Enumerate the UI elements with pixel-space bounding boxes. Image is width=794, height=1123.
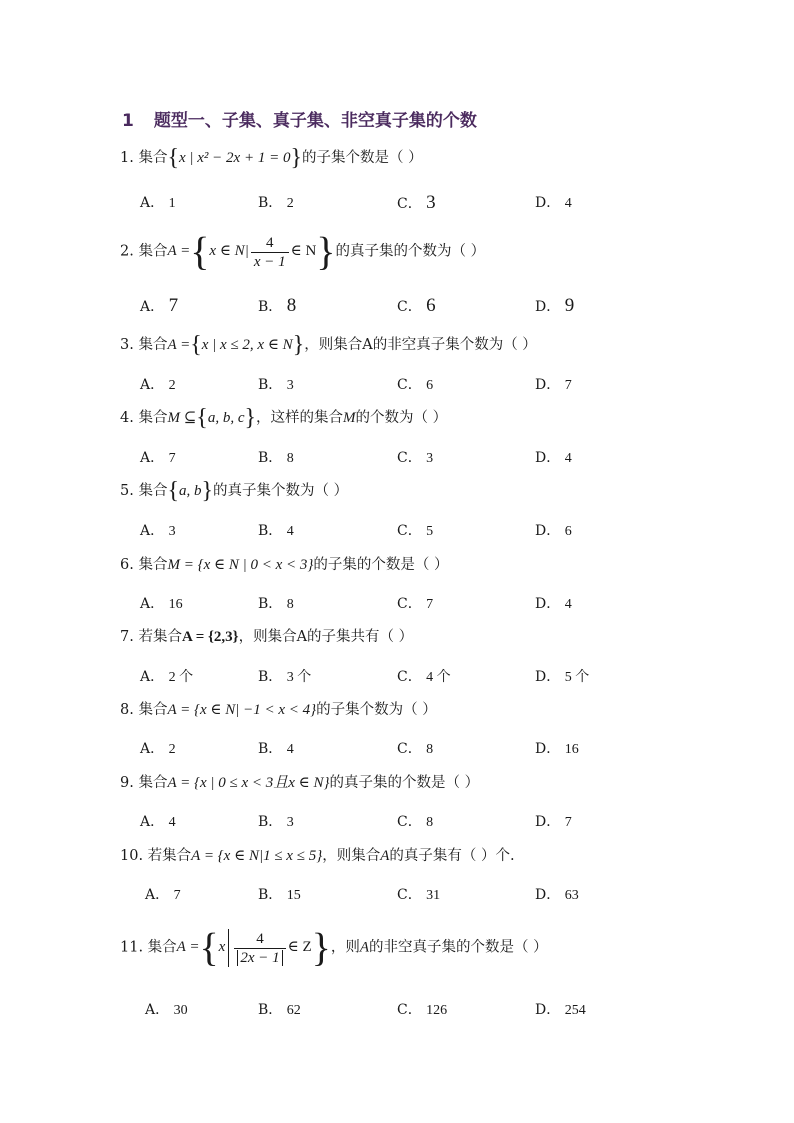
option-d[interactable]: D． 4	[535, 596, 572, 612]
option-c[interactable]: C． 6	[397, 295, 436, 316]
option-a[interactable]: A． 7	[140, 450, 176, 466]
options-2	[140, 295, 620, 315]
option-b[interactable]: B． 2	[258, 195, 294, 211]
question-8: 8. 集合A = {x ∈ N| −1 < x < 4}的子集个数为（ ）	[120, 702, 437, 718]
option-d[interactable]: D． 9	[535, 295, 575, 316]
option-a[interactable]: A． 1	[140, 195, 176, 211]
option-d[interactable]: D． 6	[535, 523, 572, 539]
options-9	[140, 811, 620, 831]
option-c[interactable]: C． 7	[397, 596, 434, 612]
option-c[interactable]: C． 8	[397, 814, 434, 830]
option-d[interactable]: D． 254	[535, 1002, 586, 1018]
option-a[interactable]: A． 30	[145, 1002, 188, 1018]
option-b[interactable]: B． 8	[258, 450, 294, 466]
option-d[interactable]: D． 16	[535, 741, 579, 757]
set-divider	[228, 929, 229, 967]
options-1	[140, 192, 620, 212]
option-d[interactable]: D． 4	[535, 450, 572, 466]
question-4: 4. 集合M ⊆{a, b, c}，这样的集合M的个数为（ ）	[120, 405, 448, 431]
question-9: 9. 集合A = {x | 0 ≤ x < 3且x ∈ N}的真子集的个数是（ ）	[120, 775, 480, 791]
option-b[interactable]: B． 3 个	[258, 669, 312, 685]
section-heading	[122, 106, 477, 131]
options-6	[140, 593, 620, 613]
question-6: 6. 集合M = {x ∈ N | 0 < x < 3}的子集的个数是（ ）	[120, 557, 449, 573]
option-d[interactable]: D． 63	[535, 887, 579, 903]
option-b[interactable]: B． 15	[258, 887, 301, 903]
option-a[interactable]: A． 3	[140, 523, 176, 539]
option-b[interactable]: B． 3	[258, 814, 294, 830]
option-c[interactable]: C． 126	[397, 1002, 448, 1018]
option-c[interactable]: C． 6	[397, 377, 434, 393]
option-c[interactable]: C． 4 个	[397, 669, 451, 685]
option-d[interactable]: D． 7	[535, 814, 572, 830]
option-b[interactable]: B． 8	[258, 295, 297, 316]
option-b[interactable]: B． 62	[258, 1002, 301, 1018]
question-3: 3. 集合A ={x | x ≤ 2, x ∈ N}，则集合A的非空真子集个数为（ ）	[120, 332, 537, 358]
option-d[interactable]: D． 4	[535, 195, 572, 211]
option-c[interactable]: C． 3	[397, 450, 434, 466]
option-a[interactable]: A． 2	[140, 377, 176, 393]
option-a[interactable]: A． 2	[140, 741, 176, 757]
section-number: 1	[122, 111, 134, 131]
option-c[interactable]: C． 8	[397, 741, 434, 757]
option-b[interactable]: B． 4	[258, 741, 294, 757]
fraction: $\frac{4}{x - 1}$	[251, 234, 289, 271]
options-8	[140, 738, 620, 758]
option-a[interactable]: A． 2 个	[140, 669, 194, 685]
question-5: 5. 集合{a, b}的真子集个数为（ ）	[120, 478, 349, 504]
option-c[interactable]: C． 3	[397, 192, 436, 213]
question-2: 2. 集合A ={x ∈ N| $\frac{4}{x - 1}$ ∈ N}的真子集的个数为（ ）	[120, 229, 486, 274]
option-d[interactable]: D． 5 个	[535, 669, 590, 685]
option-a[interactable]: A． 7	[145, 887, 181, 903]
section-title: 题型一、子集、真子集、非空真子集的个数	[153, 111, 477, 131]
option-b[interactable]: B． 8	[258, 596, 294, 612]
question-11: 11. 集合A ={x $\frac{4}{2x - 1}$ ∈ Z}，则A的非空真子集的个数是（ ）	[120, 925, 548, 970]
option-c[interactable]: C． 31	[397, 887, 441, 903]
option-a[interactable]: A． 7	[140, 295, 179, 316]
options-11	[145, 999, 625, 1019]
fraction: $\frac{4}{2x - 1}$	[234, 930, 285, 967]
option-d[interactable]: D． 7	[535, 377, 572, 393]
options-5	[140, 520, 620, 540]
options-4	[140, 447, 620, 467]
question-10: 10. 若集合A = {x ∈ N|1 ≤ x ≤ 5}，则集合A的真子集有（ ）个.	[120, 848, 515, 864]
option-b[interactable]: B． 4	[258, 523, 294, 539]
options-7	[140, 666, 620, 686]
option-b[interactable]: B． 3	[258, 377, 294, 393]
option-c[interactable]: C． 5	[397, 523, 434, 539]
options-3	[140, 374, 620, 394]
option-a[interactable]: A． 16	[140, 596, 183, 612]
question-1: 1. 集合{x | x² − 2x + 1 = 0}的子集个数是（ ）	[120, 145, 423, 171]
question-7: 7. 若集合A = {2,3}，则集合A的子集共有（ ）	[120, 629, 414, 645]
options-10	[145, 884, 625, 904]
option-a[interactable]: A． 4	[140, 814, 176, 830]
